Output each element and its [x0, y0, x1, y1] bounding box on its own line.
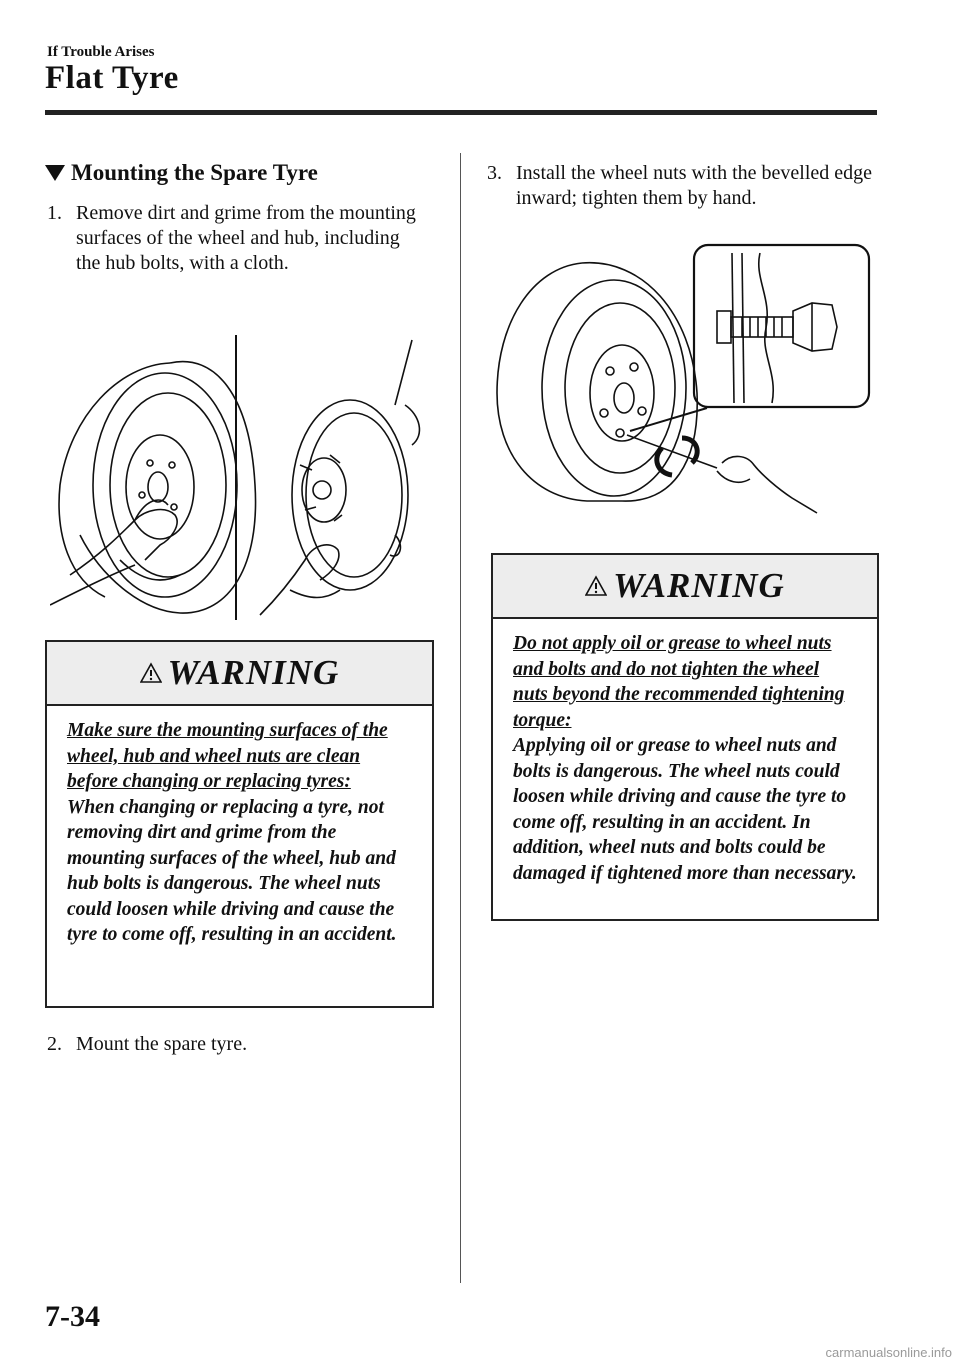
- warning-header: [493, 555, 877, 619]
- column-divider: [460, 153, 461, 1283]
- warning-title: WARNING: [613, 566, 785, 605]
- breadcrumb: If Trouble Arises: [47, 44, 155, 60]
- watermark: carmanualsonline.info: [825, 1345, 952, 1360]
- warning-title: WARNING: [167, 653, 340, 692]
- step-number: 3.: [487, 162, 502, 184]
- step-text: Mount the spare tyre.: [76, 1033, 248, 1055]
- step-text: Remove dirt and grime from the mounting surfaces of the wheel and hub, including the hub bolts, with a cloth.: [76, 202, 416, 274]
- step-text: Install the wheel nuts with the bevelled edge inward; tighten them by hand.: [516, 162, 873, 209]
- warning-text: Applying oil or grease to wheel nuts and bolts is dangerous. The wheel nuts could loosen while driving and cause the tyre to come off, resulting in an accident. In addition, wheel nuts and bolts could be damaged if tightened more than necessary.: [513, 735, 857, 884]
- warning-body: [47, 706, 432, 958]
- warning-body: [493, 619, 877, 896]
- triangle-down-icon: [45, 165, 65, 181]
- page-number: 7-34: [45, 1300, 100, 1333]
- warning-header: [47, 642, 432, 706]
- step-2: [47, 1032, 427, 1057]
- step-3: [487, 161, 872, 211]
- install-wheel-nuts-illustration: [492, 243, 877, 533]
- title-rule: [45, 110, 877, 115]
- warning-text: When changing or replacing a tyre, not removing dirt and grime from the mounting surfaces of the wheel, hub and hub bolts is dangerous. The wheel nuts could loosen while driving and cause the tyre to come off, resulting in an accident.: [67, 796, 397, 945]
- step-1: [47, 201, 427, 276]
- warning-box-2: [491, 553, 879, 921]
- warning-lead: Make sure the mounting surfaces of the wheel, hub and wheel nuts are clean before changing or replacing tyres:: [67, 720, 388, 792]
- step-number: 2.: [47, 1033, 62, 1055]
- warning-box-1: [45, 640, 434, 1008]
- section-heading-text: Mounting the Spare Tyre: [71, 160, 318, 185]
- warning-lead: Do not apply oil or grease to wheel nuts and bolts and do not tighten the wheel nuts beyond the recommended tightening torque:: [513, 633, 845, 731]
- section-heading: [45, 160, 318, 186]
- cleaning-wheel-hub-illustration: [50, 335, 435, 625]
- page-title: Flat Tyre: [45, 60, 179, 96]
- step-number: 1.: [47, 202, 62, 224]
- warning-triangle-icon: [140, 662, 162, 684]
- warning-triangle-icon: [585, 575, 607, 597]
